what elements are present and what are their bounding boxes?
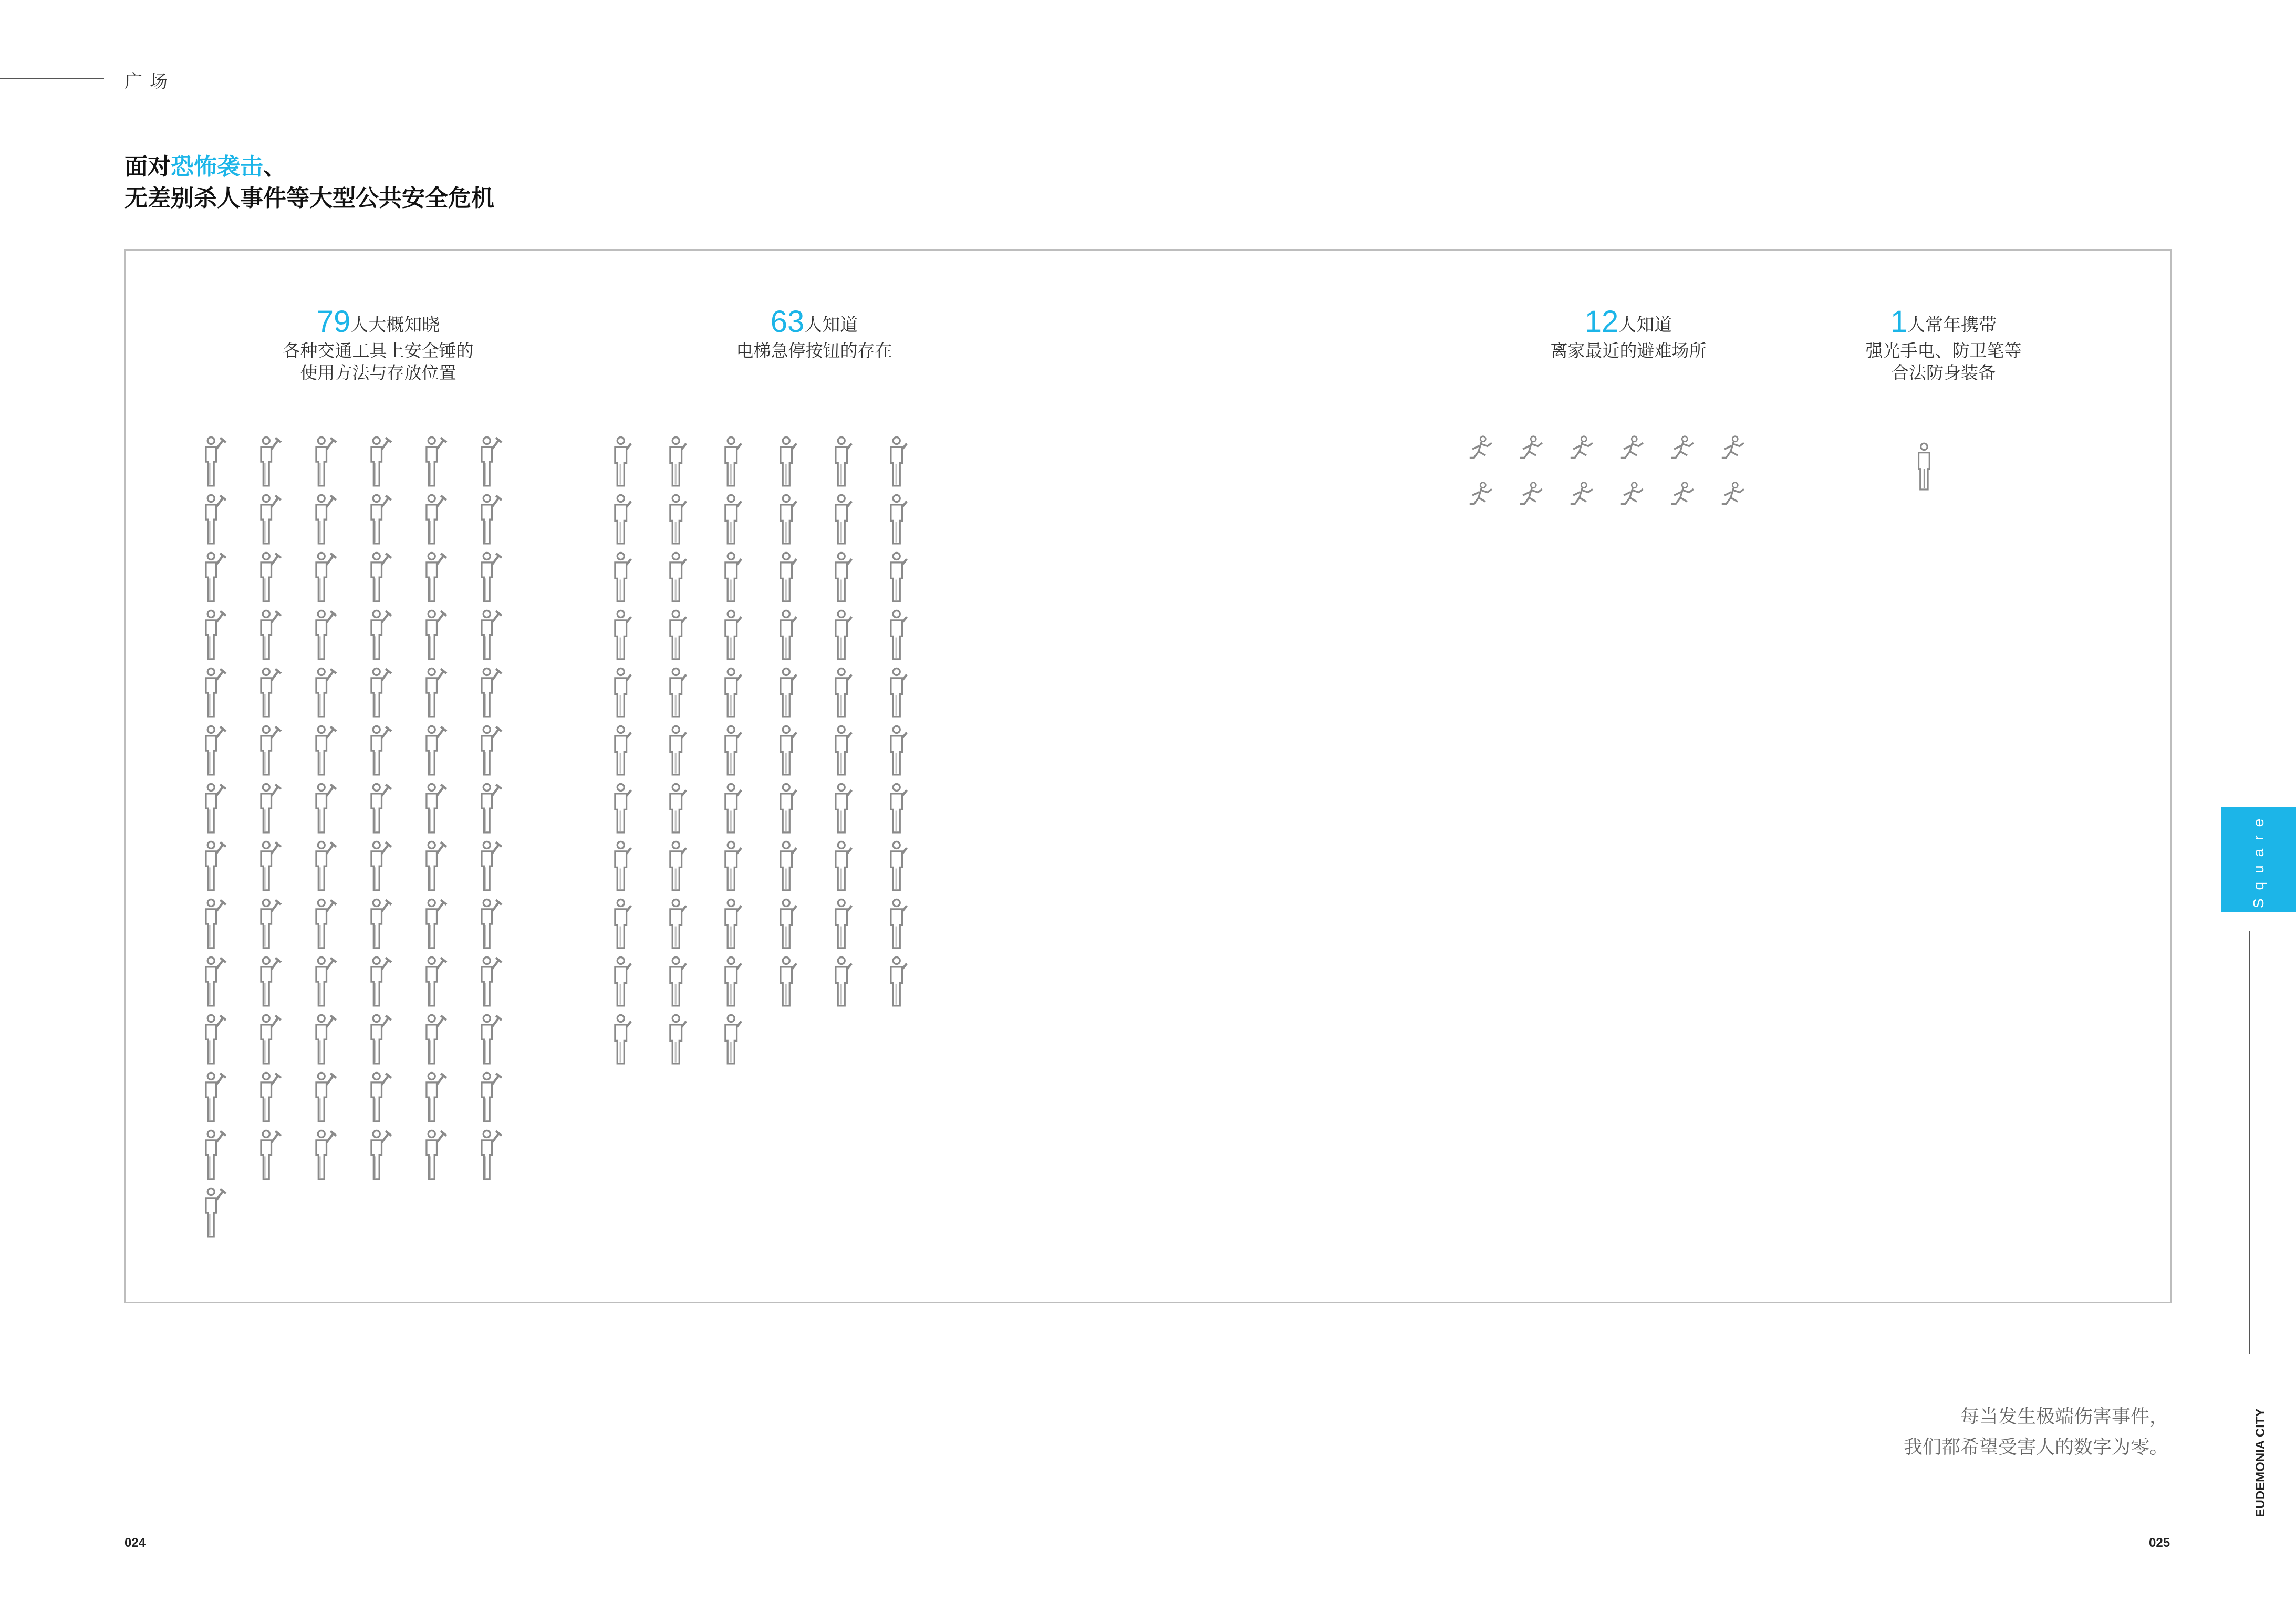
person-pressing-button-icon bbox=[772, 723, 804, 776]
person-pressing-button-icon bbox=[607, 608, 638, 660]
side-rule bbox=[2249, 931, 2250, 1354]
person-holding-hammer-icon bbox=[362, 1070, 394, 1122]
person-holding-hammer-icon bbox=[252, 839, 284, 891]
person-holding-hammer-icon bbox=[197, 723, 228, 776]
person-holding-hammer-icon bbox=[307, 1128, 339, 1180]
person-holding-hammer-icon bbox=[418, 897, 449, 949]
person-pressing-button-icon bbox=[882, 897, 914, 949]
person-holding-hammer-icon bbox=[197, 492, 228, 545]
person-pressing-button-icon bbox=[882, 954, 914, 1007]
person-holding-hammer-icon bbox=[473, 1012, 504, 1065]
stat-line: 合法防身装备 bbox=[1892, 363, 1996, 382]
person-holding-hammer-icon bbox=[362, 434, 394, 487]
person-pressing-button-icon bbox=[662, 1012, 693, 1065]
person-pressing-button-icon bbox=[607, 954, 638, 1007]
person-holding-hammer-icon bbox=[362, 954, 394, 1007]
person-pressing-button-icon bbox=[772, 492, 804, 545]
person-pressing-button-icon bbox=[717, 723, 749, 776]
person-pressing-button-icon bbox=[717, 665, 749, 718]
person-pressing-button-icon bbox=[662, 550, 693, 602]
person-holding-hammer-icon bbox=[362, 897, 394, 949]
stat-number: 12 bbox=[1584, 305, 1619, 339]
person-pressing-button-icon bbox=[827, 839, 859, 891]
stat-self-defense bbox=[1838, 307, 2049, 384]
person-holding-hammer-icon bbox=[197, 1070, 228, 1122]
running-person-icon bbox=[1564, 482, 1599, 523]
person-pressing-button-icon bbox=[772, 665, 804, 718]
person-holding-hammer-icon bbox=[252, 1012, 284, 1065]
person-pressing-button-icon bbox=[717, 492, 749, 545]
person-pressing-button-icon bbox=[772, 954, 804, 1007]
person-pressing-button-icon bbox=[827, 434, 859, 487]
person-pressing-button-icon bbox=[662, 434, 693, 487]
person-pressing-button-icon bbox=[772, 550, 804, 602]
person-holding-hammer-icon bbox=[418, 1070, 449, 1122]
person-holding-hammer-icon bbox=[473, 1070, 504, 1122]
person-holding-hammer-icon bbox=[252, 608, 284, 660]
running-person-icon bbox=[1665, 482, 1700, 523]
section-label: 广场 bbox=[124, 72, 175, 92]
person-pressing-button-icon bbox=[662, 839, 693, 891]
stat-head: 人知道 bbox=[1618, 315, 1672, 335]
running-person-icon bbox=[1564, 435, 1599, 476]
person-holding-hammer-icon bbox=[252, 1070, 284, 1122]
person-pressing-button-icon bbox=[607, 665, 638, 718]
person-pressing-button-icon bbox=[607, 723, 638, 776]
person-pressing-button-icon bbox=[882, 608, 914, 660]
person-pressing-button-icon bbox=[827, 723, 859, 776]
person-pressing-button-icon bbox=[882, 781, 914, 834]
person-holding-hammer-icon bbox=[362, 1128, 394, 1180]
statistics-panel bbox=[124, 249, 2172, 1303]
person-pressing-button-icon bbox=[827, 608, 859, 660]
person-holding-hammer-icon bbox=[418, 839, 449, 891]
running-person-icon bbox=[1513, 482, 1549, 523]
person-holding-hammer-icon bbox=[307, 954, 339, 1007]
person-holding-hammer-icon bbox=[197, 839, 228, 891]
person-holding-hammer-icon bbox=[252, 492, 284, 545]
person-holding-hammer-icon bbox=[307, 434, 339, 487]
section-tab-label: Square bbox=[2250, 810, 2267, 909]
person-holding-hammer-icon bbox=[252, 550, 284, 602]
stat-line: 强光手电、防卫笔等 bbox=[1865, 341, 2022, 360]
person-holding-hammer-icon bbox=[418, 1012, 449, 1065]
person-pressing-button-icon bbox=[717, 1012, 749, 1065]
person-pressing-button-icon bbox=[717, 954, 749, 1007]
headline-line-1 bbox=[124, 151, 494, 183]
person-pressing-button-icon bbox=[662, 608, 693, 660]
person-pressing-button-icon bbox=[607, 781, 638, 834]
running-person-icon bbox=[1665, 435, 1700, 476]
person-holding-hammer-icon bbox=[307, 608, 339, 660]
page-number-right: 025 bbox=[2149, 1536, 2170, 1550]
headline-accent: 恐怖袭击 bbox=[171, 154, 263, 180]
person-holding-hammer-icon bbox=[307, 897, 339, 949]
person-holding-hammer-icon bbox=[252, 434, 284, 487]
person-pressing-button-icon bbox=[827, 550, 859, 602]
person-pressing-button-icon bbox=[882, 665, 914, 718]
stat-line: 使用方法与存放位置 bbox=[300, 363, 456, 382]
person-holding-hammer-icon bbox=[362, 839, 394, 891]
person-holding-hammer-icon bbox=[307, 1012, 339, 1065]
stat-elevator-button bbox=[693, 307, 935, 362]
page-number-left: 024 bbox=[124, 1536, 146, 1550]
section-tab[interactable] bbox=[2221, 807, 2296, 912]
person-pressing-button-icon bbox=[607, 1012, 638, 1065]
running-person-icon bbox=[1463, 435, 1499, 476]
person-holding-hammer-icon bbox=[252, 781, 284, 834]
person-holding-hammer-icon bbox=[197, 550, 228, 602]
headline bbox=[124, 151, 494, 214]
headline-prefix: 面对 bbox=[124, 154, 171, 180]
person-pressing-button-icon bbox=[772, 608, 804, 660]
person-pressing-button-icon bbox=[717, 608, 749, 660]
person-holding-hammer-icon bbox=[197, 434, 228, 487]
person-holding-hammer-icon bbox=[473, 665, 504, 718]
person-pressing-button-icon bbox=[717, 434, 749, 487]
person-with-flashlight-icon bbox=[1911, 441, 1940, 491]
person-holding-hammer-icon bbox=[307, 839, 339, 891]
running-person-icon bbox=[1715, 435, 1751, 476]
person-holding-hammer-icon bbox=[197, 1128, 228, 1180]
running-person-icon bbox=[1614, 435, 1650, 476]
person-holding-hammer-icon bbox=[473, 608, 504, 660]
person-holding-hammer-icon bbox=[307, 781, 339, 834]
person-holding-hammer-icon bbox=[252, 897, 284, 949]
person-holding-hammer-icon bbox=[418, 781, 449, 834]
person-pressing-button-icon bbox=[827, 665, 859, 718]
person-pressing-button-icon bbox=[607, 897, 638, 949]
person-pressing-button-icon bbox=[717, 897, 749, 949]
person-holding-hammer-icon bbox=[418, 723, 449, 776]
person-holding-hammer-icon bbox=[197, 1185, 228, 1238]
person-pressing-button-icon bbox=[882, 434, 914, 487]
person-holding-hammer-icon bbox=[307, 723, 339, 776]
person-holding-hammer-icon bbox=[252, 723, 284, 776]
top-rule bbox=[0, 78, 104, 79]
person-pressing-button-icon bbox=[827, 492, 859, 545]
person-holding-hammer-icon bbox=[473, 781, 504, 834]
person-holding-hammer-icon bbox=[473, 492, 504, 545]
person-holding-hammer-icon bbox=[197, 665, 228, 718]
person-pressing-button-icon bbox=[772, 839, 804, 891]
person-pressing-button-icon bbox=[882, 839, 914, 891]
person-pressing-button-icon bbox=[772, 897, 804, 949]
stat-head: 人知道 bbox=[804, 315, 858, 335]
person-holding-hammer-icon bbox=[473, 839, 504, 891]
running-person-icon bbox=[1715, 482, 1751, 523]
person-pressing-button-icon bbox=[717, 781, 749, 834]
person-holding-hammer-icon bbox=[362, 781, 394, 834]
headline-line-2: 无差别杀人事件等大型公共安全危机 bbox=[124, 185, 494, 211]
person-pressing-button-icon bbox=[662, 897, 693, 949]
stat-line: 各种交通工具上安全锤的 bbox=[283, 341, 474, 360]
person-holding-hammer-icon bbox=[362, 665, 394, 718]
person-holding-hammer-icon bbox=[473, 1128, 504, 1180]
person-holding-hammer-icon bbox=[418, 550, 449, 602]
stat-head: 人大概知晓 bbox=[350, 315, 440, 335]
person-holding-hammer-icon bbox=[473, 723, 504, 776]
stat-line: 电梯急停按钮的存在 bbox=[736, 341, 892, 360]
caption-line-2: 我们都希望受害人的数字为零。 bbox=[1903, 1436, 2168, 1458]
person-holding-hammer-icon bbox=[197, 1012, 228, 1065]
person-holding-hammer-icon bbox=[418, 434, 449, 487]
person-pressing-button-icon bbox=[882, 723, 914, 776]
person-pressing-button-icon bbox=[772, 781, 804, 834]
person-pressing-button-icon bbox=[662, 954, 693, 1007]
person-holding-hammer-icon bbox=[418, 492, 449, 545]
person-holding-hammer-icon bbox=[473, 550, 504, 602]
person-holding-hammer-icon bbox=[362, 1012, 394, 1065]
person-holding-hammer-icon bbox=[473, 434, 504, 487]
person-holding-hammer-icon bbox=[362, 492, 394, 545]
stat-head: 人常年携带 bbox=[1907, 315, 1997, 335]
person-pressing-button-icon bbox=[607, 434, 638, 487]
person-holding-hammer-icon bbox=[418, 1128, 449, 1180]
person-holding-hammer-icon bbox=[418, 665, 449, 718]
person-holding-hammer-icon bbox=[197, 897, 228, 949]
person-pressing-button-icon bbox=[607, 492, 638, 545]
caption bbox=[1904, 1401, 2168, 1462]
stat-number: 79 bbox=[316, 305, 351, 339]
person-pressing-button-icon bbox=[827, 954, 859, 1007]
person-pressing-button-icon bbox=[882, 550, 914, 602]
person-pressing-button-icon bbox=[662, 781, 693, 834]
person-holding-hammer-icon bbox=[307, 492, 339, 545]
person-holding-hammer-icon bbox=[473, 954, 504, 1007]
person-holding-hammer-icon bbox=[362, 608, 394, 660]
headline-suffix: 、 bbox=[263, 154, 286, 180]
stat-line: 离家最近的避难场所 bbox=[1550, 341, 1707, 360]
stat-number: 1 bbox=[1890, 305, 1908, 339]
stat-number: 63 bbox=[770, 305, 805, 339]
person-holding-hammer-icon bbox=[252, 665, 284, 718]
person-holding-hammer-icon bbox=[197, 954, 228, 1007]
person-pressing-button-icon bbox=[662, 492, 693, 545]
person-holding-hammer-icon bbox=[473, 897, 504, 949]
person-pressing-button-icon bbox=[607, 550, 638, 602]
person-holding-hammer-icon bbox=[197, 781, 228, 834]
caption-line-1: 每当发生极端伤害事件， bbox=[1960, 1406, 2168, 1427]
person-holding-hammer-icon bbox=[362, 723, 394, 776]
stat-shelter bbox=[1523, 307, 1733, 362]
person-pressing-button-icon bbox=[827, 781, 859, 834]
person-holding-hammer-icon bbox=[418, 954, 449, 1007]
person-pressing-button-icon bbox=[607, 839, 638, 891]
running-person-icon bbox=[1463, 482, 1499, 523]
person-pressing-button-icon bbox=[882, 492, 914, 545]
stat-safety-hammer bbox=[268, 307, 489, 384]
person-holding-hammer-icon bbox=[418, 608, 449, 660]
person-holding-hammer-icon bbox=[252, 954, 284, 1007]
running-person-icon bbox=[1513, 435, 1549, 476]
person-holding-hammer-icon bbox=[307, 665, 339, 718]
person-pressing-button-icon bbox=[717, 550, 749, 602]
person-holding-hammer-icon bbox=[362, 550, 394, 602]
person-pressing-button-icon bbox=[827, 897, 859, 949]
side-title: EUDEMONIA CITY bbox=[2253, 1408, 2268, 1517]
person-pressing-button-icon bbox=[662, 723, 693, 776]
person-holding-hammer-icon bbox=[197, 608, 228, 660]
person-pressing-button-icon bbox=[772, 434, 804, 487]
person-holding-hammer-icon bbox=[307, 550, 339, 602]
person-holding-hammer-icon bbox=[307, 1070, 339, 1122]
person-pressing-button-icon bbox=[662, 665, 693, 718]
person-pressing-button-icon bbox=[717, 839, 749, 891]
running-person-icon bbox=[1614, 482, 1650, 523]
person-holding-hammer-icon bbox=[252, 1128, 284, 1180]
